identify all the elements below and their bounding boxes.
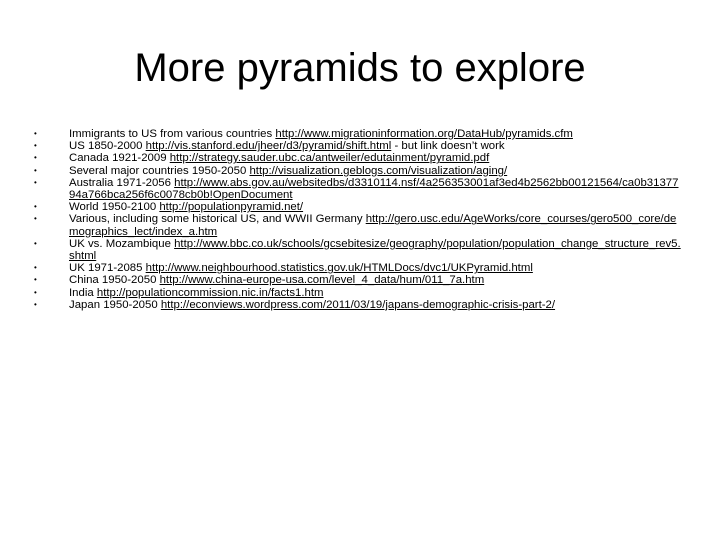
item-text: Immigrants to US from various countries: [69, 128, 276, 140]
item-text: Australia 1971-2056: [69, 176, 175, 189]
item-link[interactable]: http://www.neighbourhood.statistics.gov.uk/HTMLDocs/dvc1/UKPyramid.html: [145, 262, 533, 275]
bullet-icon: •: [34, 177, 37, 187]
bullet-icon: •: [34, 263, 37, 273]
item-link[interactable]: http://populationpyramid.net/: [159, 201, 304, 214]
list-item: [34, 213, 684, 237]
item-link[interactable]: http://visualization.geblogs.com/visualization/aging/: [249, 164, 508, 177]
list-item: [34, 140, 684, 152]
item-link[interactable]: http://www.abs.gov.au/websitedbs/d3310114.nsf/4a256353001af3ed4b2562bb00121564/ca0b3137794a766bca256f6c0078cb0b!OpenDocument: [69, 176, 679, 202]
item-text: Japan 1950-2050: [69, 298, 161, 311]
item-link[interactable]: http://strategy.sauder.ubc.ca/antweiler/edutainment/pyramid.pdf: [169, 152, 490, 165]
bullet-icon: •: [34, 165, 37, 175]
item-text: Canada 1921-2009: [69, 152, 170, 165]
item-text: UK 1971-2085: [69, 262, 146, 275]
item-text: Several major countries 1950-2050: [69, 164, 250, 177]
item-text: Various, including some historical US, and WWII Germany: [69, 213, 366, 226]
item-text: World 1950-2100: [69, 201, 160, 214]
list-item: [34, 177, 684, 201]
list-item: [34, 128, 684, 140]
item-link[interactable]: http://vis.stanford.edu/jheer/d3/pyramid/shift.html: [145, 140, 392, 153]
item-link[interactable]: http://www.china-europe-usa.com/level_4_data/hum/011_7a.htm: [159, 274, 485, 287]
bullet-icon: •: [34, 275, 37, 285]
list-item: [34, 165, 684, 177]
list-item: [34, 238, 684, 262]
list-item: [34, 152, 684, 164]
item-link[interactable]: http://populationcommission.nic.in/facts1.htm: [96, 286, 324, 299]
item-link[interactable]: http://www.bbc.co.uk/schools/gcsebitesize/geography/population/population_change_structure_rev5.shtml: [69, 237, 681, 263]
bullet-icon: •: [34, 287, 37, 297]
bullet-list: [34, 128, 684, 311]
item-text: UK vs. Mozambique: [69, 237, 175, 250]
item-link[interactable]: http://www.migrationinformation.org/DataHub/pyramids.cfm: [275, 128, 573, 140]
list-item: [34, 299, 684, 311]
item-suffix: - but link doesn’t work: [391, 140, 505, 153]
bullet-icon: •: [34, 214, 37, 224]
slide-title: More pyramids to explore: [134, 46, 586, 90]
list-item: [34, 201, 684, 213]
bullet-icon: •: [34, 129, 37, 138]
item-text: US 1850-2000: [69, 140, 146, 153]
list-item: [34, 262, 684, 274]
item-text: China 1950-2050: [69, 274, 160, 287]
bullet-icon: •: [34, 141, 37, 151]
bullet-icon: •: [34, 238, 37, 248]
list-item: [34, 274, 684, 286]
list-item: [34, 287, 684, 299]
item-link[interactable]: http://econviews.wordpress.com/2011/03/19/japans-demographic-crisis-part-2/: [160, 298, 556, 311]
bullet-icon: •: [34, 299, 37, 309]
bullet-icon: •: [34, 153, 37, 163]
item-link[interactable]: http://gero.usc.edu/AgeWorks/core_courses/gero500_core/demographics_lect/index_a.htm: [69, 213, 677, 238]
item-text: India: [69, 286, 97, 299]
bullet-icon: •: [34, 202, 37, 212]
